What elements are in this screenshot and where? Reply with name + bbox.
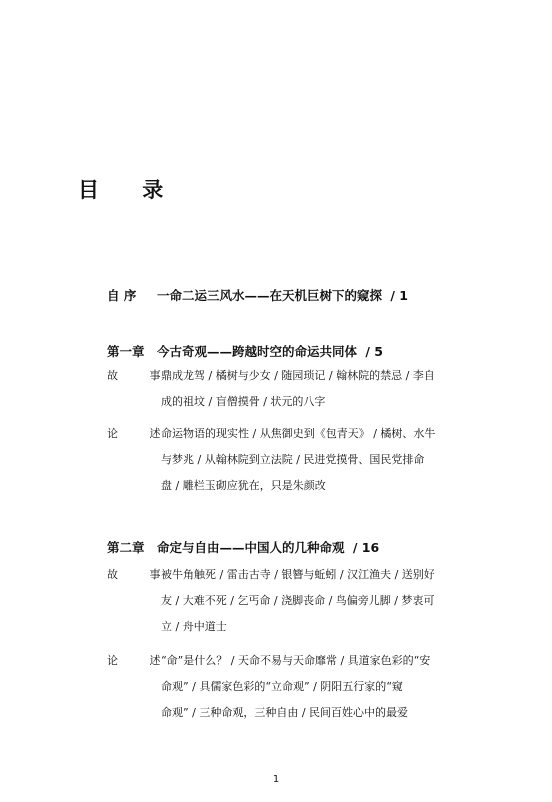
toc-title: 目 录 xyxy=(78,177,182,202)
preface-entry[interactable] xyxy=(107,286,408,304)
chapter-1-story-line: 成的祖坟 / 盲僧摸骨 / 状元的八字 xyxy=(161,395,326,408)
chapter-2-title: 命定与自由——中国人的几种命观 xyxy=(157,540,345,555)
chapter-1-discussion-line: 命运物语的现实性 / 从焦御史到《包青天》 / 橘树、水牛 xyxy=(161,427,436,440)
chapter-2-label: 第二章 xyxy=(107,540,145,555)
chapter-2-page: / 16 xyxy=(352,540,380,555)
chapter-1-discussion-line: 与梦兆 / 从翰林院到立法院 / 民进党摸骨、国民党排命 xyxy=(161,453,425,466)
chapter-2-discussion-line: “命”是什么？ / 天命不易与天命靡常 / 具道家色彩的“安 xyxy=(161,654,431,667)
chapter-2-entry[interactable] xyxy=(107,538,379,556)
chapter-1-story-line: 鼎成龙驾 / 橘树与少女 / 随园琐记 / 翰林院的禁忌 / 李自 xyxy=(161,369,435,382)
chapter-2-discussion-line: 命观” / 三种命观，三种自由 / 民间百姓心中的最爱 xyxy=(161,706,409,719)
chapter-1-discussion-label: 论 述 xyxy=(107,427,175,440)
chapter-2-discussion-line: 命观” / 具儒家色彩的“立命观” / 阴阳五行家的“窥 xyxy=(161,680,403,693)
chapter-2-story-line: 立 / 舟中道士 xyxy=(161,620,227,633)
chapter-1-entry[interactable] xyxy=(107,342,383,360)
page-number: 1 xyxy=(272,774,280,785)
chapter-1-label: 第一章 xyxy=(107,344,145,359)
preface-title: 一命二运三风水——在天机巨树下的窥探 xyxy=(157,288,383,303)
chapter-2-story-line: 被牛角触死 / 雷击古寺 / 银簪与蚯蚓 / 汉江渔夫 / 送别好 xyxy=(161,568,435,581)
chapter-1-discussion-line: 盘 / 雕栏玉砌应犹在，只是朱颜改 xyxy=(161,479,326,492)
chapter-1-stories-label: 故 事 xyxy=(107,369,175,382)
chapter-2-stories-label: 故 事 xyxy=(107,568,175,581)
chapter-2-story-line: 友 / 大难不死 / 乞丐命 / 浇脚丧命 / 鸟偏旁儿脚 / 梦衷可 xyxy=(161,594,435,607)
chapter-1-page: / 5 xyxy=(365,344,383,359)
chapter-1-title: 今古奇观——跨越时空的命运共同体 xyxy=(157,344,358,359)
preface-page: / 1 xyxy=(390,288,408,303)
preface-label: 自 序 xyxy=(107,288,137,303)
chapter-2-discussion-label: 论 述 xyxy=(107,654,175,667)
